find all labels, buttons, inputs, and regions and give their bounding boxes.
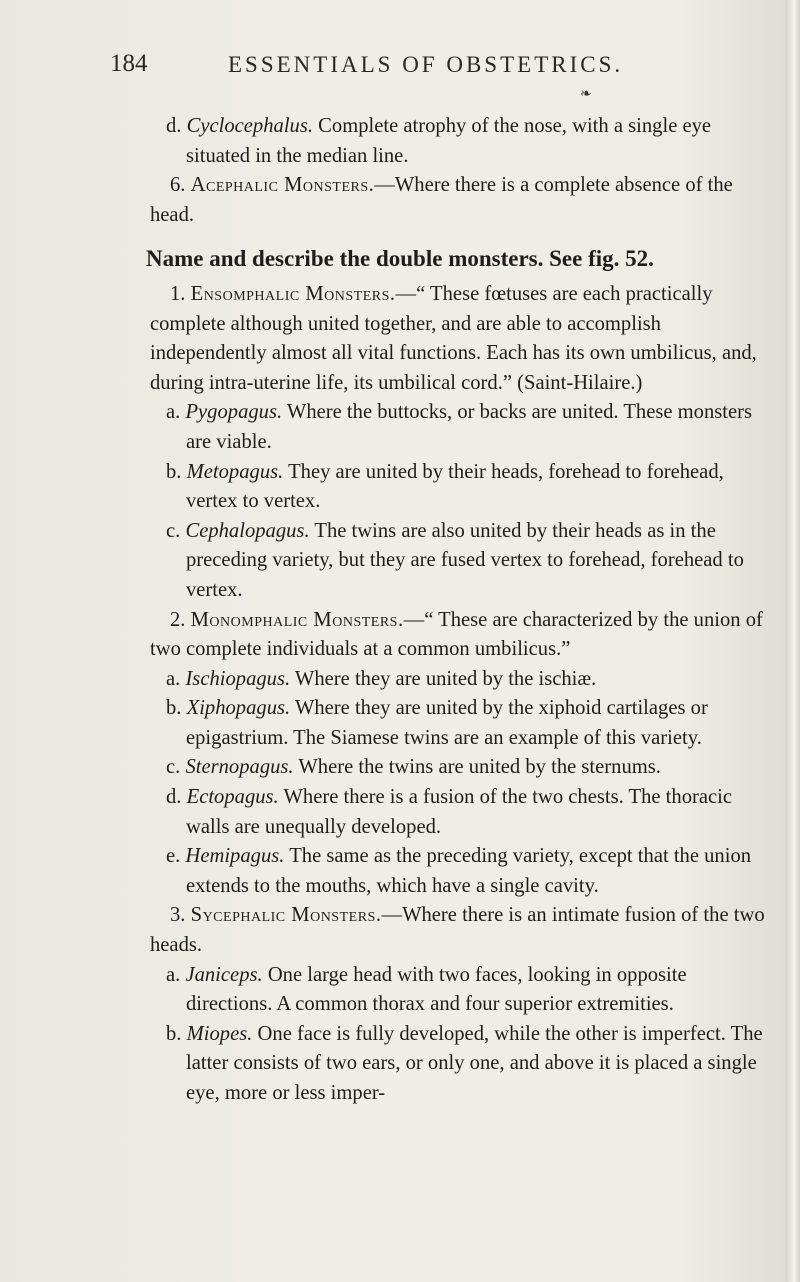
item-3a-janiceps: a. Janiceps. One large head with two faces, looking in opposite directions. A common thorax and four superior extremities. xyxy=(166,963,687,1016)
question-heading: Name and describe the double monsters. See fig. 52. xyxy=(146,246,654,272)
page-number: 184 xyxy=(110,50,148,77)
section-2-monomphalic: 2. Monomphalic Monsters.—“ These are characterized by the union of two complete individuals at a common umbilicus.” xyxy=(150,608,763,661)
item-1b-metopagus: b. Metopagus. They are united by their heads, forehead to forehead, vertex to vertex. xyxy=(166,460,724,513)
item-2c-sternopagus: c. Sternopagus. Where the twins are united by the sternums. xyxy=(166,756,661,779)
item-2b-xiphopagus: b. Xiphopagus. Where they are united by the xiphoid cartilages or epigastrium. The Siamese twins are an example of this variety. xyxy=(166,697,708,749)
item-3b-miopes: b. Miopes. One face is fully developed, while the other is imperfect. The latter consists of two ears, or only one, and above it is placed a single eye, more or less imper- xyxy=(166,1022,763,1104)
page-header xyxy=(110,50,770,102)
section-1-ensomphalic: 1. Ensomphalic Monsters.—“ These fœtuses are each practically complete although united together, and are able to accomplish independently almost all vital functions. Each has its own umbilicus, and, during intra-uterine life, its umbilical cord.” (Saint-Hilaire.) xyxy=(150,282,757,394)
section-3-sycephalic: 3. Sycephalic Monsters.—Where there is an intimate fusion of the two heads. xyxy=(150,904,765,957)
printer-mark: ❧ xyxy=(580,87,592,102)
item-1c-cephalopagus: c. Cephalopagus. The twins are also united by their heads as in the preceding variety, but they are fused vertex to forehead, forehead to vertex. xyxy=(166,519,744,601)
item-2a-ischiopagus: a. Ischiopagus. Where they are united by the ischiæ. xyxy=(166,667,597,690)
page-text xyxy=(146,112,770,1109)
item-2d-ectopagus: d. Ectopagus. Where there is a fusion of the two chests. The thoracic walls are unequally developed. xyxy=(166,786,733,838)
section-6-acephalic: 6. Acephalic Monsters.—Where there is a complete absence of the head. xyxy=(150,174,733,226)
item-2e-hemipagus: e. Hemipagus. The same as the preceding variety, except that the union extends to the mouths, which have a single cavity. xyxy=(166,845,752,897)
page-edge xyxy=(786,0,800,1282)
item-1a-pygopagus: a. Pygopagus. Where the buttocks, or backs are united. These monsters are viable. xyxy=(166,401,753,453)
item-d-cyclocephalus: d. Cyclocephalus. Complete atrophy of the nose, with a single eye situated in the median line. xyxy=(166,115,712,167)
running-title: ESSENTIALS OF OBSTETRICS. xyxy=(228,52,624,77)
